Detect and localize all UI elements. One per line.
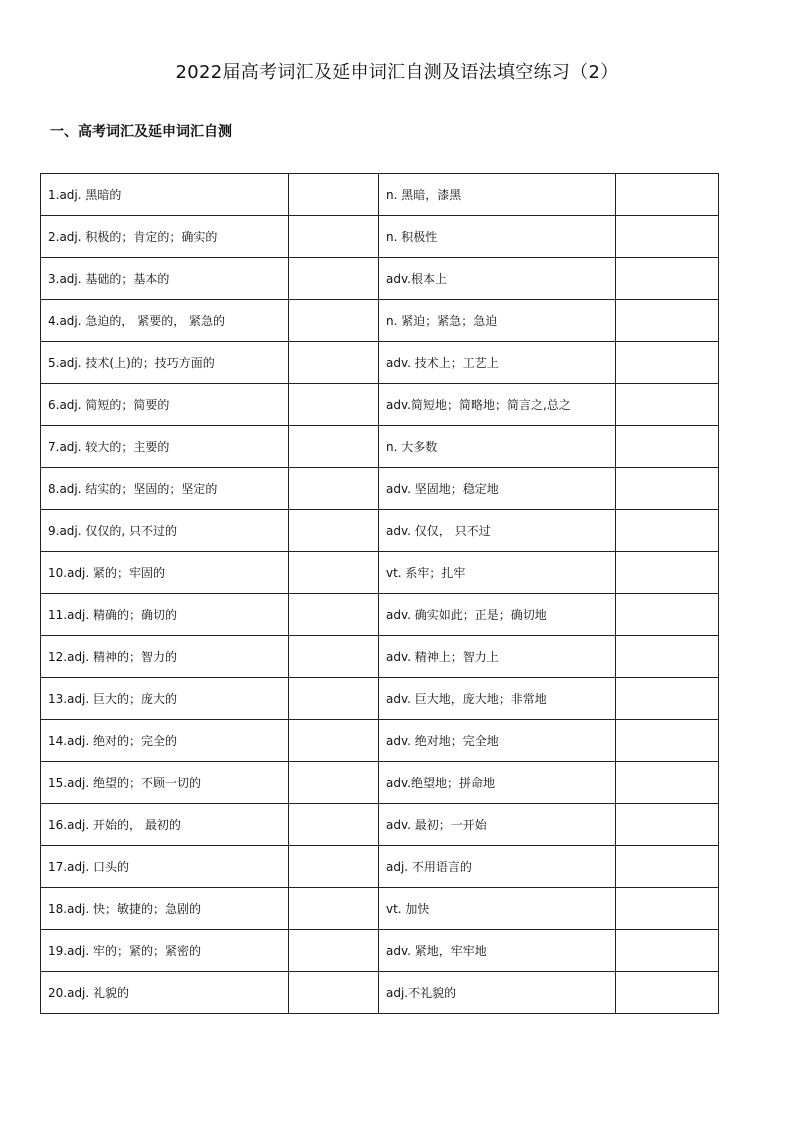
derived-word-prompt-cell: adv. 确实如此；正是；确切地 bbox=[379, 594, 616, 636]
derived-answer-blank-cell[interactable] bbox=[616, 300, 719, 342]
word-prompt-cell: 13.adj. 巨大的；庞大的 bbox=[41, 678, 289, 720]
table-row bbox=[41, 426, 719, 468]
table-row bbox=[41, 552, 719, 594]
table-row bbox=[41, 594, 719, 636]
answer-blank-cell[interactable] bbox=[289, 846, 379, 888]
derived-word-prompt-cell: adj.不礼貌的 bbox=[379, 972, 616, 1014]
derived-word-prompt-cell: n. 大多数 bbox=[379, 426, 616, 468]
derived-answer-blank-cell[interactable] bbox=[616, 888, 719, 930]
answer-blank-cell[interactable] bbox=[289, 216, 379, 258]
answer-blank-cell[interactable] bbox=[289, 594, 379, 636]
derived-word-prompt-cell: adv. 最初；一开始 bbox=[379, 804, 616, 846]
derived-word-prompt-cell: n. 紧迫；紧急；急迫 bbox=[379, 300, 616, 342]
word-prompt-cell: 11.adj. 精确的；确切的 bbox=[41, 594, 289, 636]
word-prompt-cell: 10.adj. 紧的；牢固的 bbox=[41, 552, 289, 594]
answer-blank-cell[interactable] bbox=[289, 552, 379, 594]
derived-answer-blank-cell[interactable] bbox=[616, 972, 719, 1014]
word-prompt-cell: 18.adj. 快；敏捷的；急剧的 bbox=[41, 888, 289, 930]
derived-answer-blank-cell[interactable] bbox=[616, 720, 719, 762]
word-prompt-cell: 4.adj. 急迫的， 紧要的， 紧急的 bbox=[41, 300, 289, 342]
word-prompt-cell: 3.adj. 基础的；基本的 bbox=[41, 258, 289, 300]
answer-blank-cell[interactable] bbox=[289, 930, 379, 972]
derived-word-prompt-cell: vt. 加快 bbox=[379, 888, 616, 930]
derived-word-prompt-cell: adv.简短地；简略地；简言之,总之 bbox=[379, 384, 616, 426]
answer-blank-cell[interactable] bbox=[289, 678, 379, 720]
derived-word-prompt-cell: adv. 坚固地；稳定地 bbox=[379, 468, 616, 510]
table-row bbox=[41, 846, 719, 888]
table-row bbox=[41, 258, 719, 300]
word-prompt-cell: 17.adj. 口头的 bbox=[41, 846, 289, 888]
table-row bbox=[41, 216, 719, 258]
table-row bbox=[41, 342, 719, 384]
table-row bbox=[41, 468, 719, 510]
table-row bbox=[41, 762, 719, 804]
derived-word-prompt-cell: n. 黑暗，漆黑 bbox=[379, 174, 616, 216]
derived-answer-blank-cell[interactable] bbox=[616, 174, 719, 216]
derived-answer-blank-cell[interactable] bbox=[616, 426, 719, 468]
word-prompt-cell: 15.adj. 绝望的；不顾一切的 bbox=[41, 762, 289, 804]
word-prompt-cell: 16.adj. 开始的， 最初的 bbox=[41, 804, 289, 846]
derived-answer-blank-cell[interactable] bbox=[616, 594, 719, 636]
derived-answer-blank-cell[interactable] bbox=[616, 216, 719, 258]
word-prompt-cell: 5.adj. 技术(上)的；技巧方面的 bbox=[41, 342, 289, 384]
answer-blank-cell[interactable] bbox=[289, 342, 379, 384]
word-prompt-cell: 19.adj. 牢的；紧的；紧密的 bbox=[41, 930, 289, 972]
table-row bbox=[41, 300, 719, 342]
answer-blank-cell[interactable] bbox=[289, 888, 379, 930]
table-row bbox=[41, 972, 719, 1014]
derived-word-prompt-cell: n. 积极性 bbox=[379, 216, 616, 258]
document-title: 2022届高考词汇及延申词汇自测及语法填空练习（2） bbox=[175, 62, 619, 83]
answer-blank-cell[interactable] bbox=[289, 174, 379, 216]
derived-answer-blank-cell[interactable] bbox=[616, 552, 719, 594]
word-prompt-cell: 8.adj. 结实的；坚固的；坚定的 bbox=[41, 468, 289, 510]
derived-answer-blank-cell[interactable] bbox=[616, 384, 719, 426]
derived-answer-blank-cell[interactable] bbox=[616, 510, 719, 552]
word-prompt-cell: 12.adj. 精神的；智力的 bbox=[41, 636, 289, 678]
derived-word-prompt-cell: adv. 绝对地；完全地 bbox=[379, 720, 616, 762]
derived-word-prompt-cell: vt. 系牢；扎牢 bbox=[379, 552, 616, 594]
table-row bbox=[41, 930, 719, 972]
table-row bbox=[41, 678, 719, 720]
table-row bbox=[41, 510, 719, 552]
derived-answer-blank-cell[interactable] bbox=[616, 342, 719, 384]
derived-answer-blank-cell[interactable] bbox=[616, 804, 719, 846]
answer-blank-cell[interactable] bbox=[289, 384, 379, 426]
word-prompt-cell: 9.adj. 仅仅的, 只不过的 bbox=[41, 510, 289, 552]
answer-blank-cell[interactable] bbox=[289, 804, 379, 846]
derived-word-prompt-cell: adv. 巨大地，庞大地；非常地 bbox=[379, 678, 616, 720]
word-prompt-cell: 1.adj. 黑暗的 bbox=[41, 174, 289, 216]
vocab-table bbox=[40, 173, 719, 1014]
answer-blank-cell[interactable] bbox=[289, 510, 379, 552]
answer-blank-cell[interactable] bbox=[289, 762, 379, 804]
derived-answer-blank-cell[interactable] bbox=[616, 258, 719, 300]
derived-word-prompt-cell: adv. 技术上；工艺上 bbox=[379, 342, 616, 384]
table-row bbox=[41, 636, 719, 678]
answer-blank-cell[interactable] bbox=[289, 426, 379, 468]
table-row bbox=[41, 888, 719, 930]
derived-answer-blank-cell[interactable] bbox=[616, 930, 719, 972]
table-row bbox=[41, 720, 719, 762]
derived-answer-blank-cell[interactable] bbox=[616, 762, 719, 804]
derived-word-prompt-cell: adv. 仅仅， 只不过 bbox=[379, 510, 616, 552]
vocab-table-body bbox=[41, 174, 719, 1014]
word-prompt-cell: 7.adj. 较大的；主要的 bbox=[41, 426, 289, 468]
table-row bbox=[41, 804, 719, 846]
derived-word-prompt-cell: adj. 不用语言的 bbox=[379, 846, 616, 888]
derived-word-prompt-cell: adv.根本上 bbox=[379, 258, 616, 300]
word-prompt-cell: 14.adj. 绝对的；完全的 bbox=[41, 720, 289, 762]
word-prompt-cell: 6.adj. 简短的；简要的 bbox=[41, 384, 289, 426]
derived-answer-blank-cell[interactable] bbox=[616, 468, 719, 510]
derived-word-prompt-cell: adv. 紧地，牢牢地 bbox=[379, 930, 616, 972]
answer-blank-cell[interactable] bbox=[289, 468, 379, 510]
answer-blank-cell[interactable] bbox=[289, 258, 379, 300]
answer-blank-cell[interactable] bbox=[289, 636, 379, 678]
derived-word-prompt-cell: adv. 精神上；智力上 bbox=[379, 636, 616, 678]
derived-answer-blank-cell[interactable] bbox=[616, 636, 719, 678]
table-row bbox=[41, 384, 719, 426]
derived-word-prompt-cell: adv.绝望地；拼命地 bbox=[379, 762, 616, 804]
word-prompt-cell: 20.adj. 礼貌的 bbox=[41, 972, 289, 1014]
section-heading: 一、高考词汇及延申词汇自测 bbox=[50, 124, 232, 140]
table-row bbox=[41, 174, 719, 216]
derived-answer-blank-cell[interactable] bbox=[616, 678, 719, 720]
answer-blank-cell[interactable] bbox=[289, 720, 379, 762]
answer-blank-cell[interactable] bbox=[289, 972, 379, 1014]
word-prompt-cell: 2.adj. 积极的；肯定的；确实的 bbox=[41, 216, 289, 258]
derived-answer-blank-cell[interactable] bbox=[616, 846, 719, 888]
answer-blank-cell[interactable] bbox=[289, 300, 379, 342]
